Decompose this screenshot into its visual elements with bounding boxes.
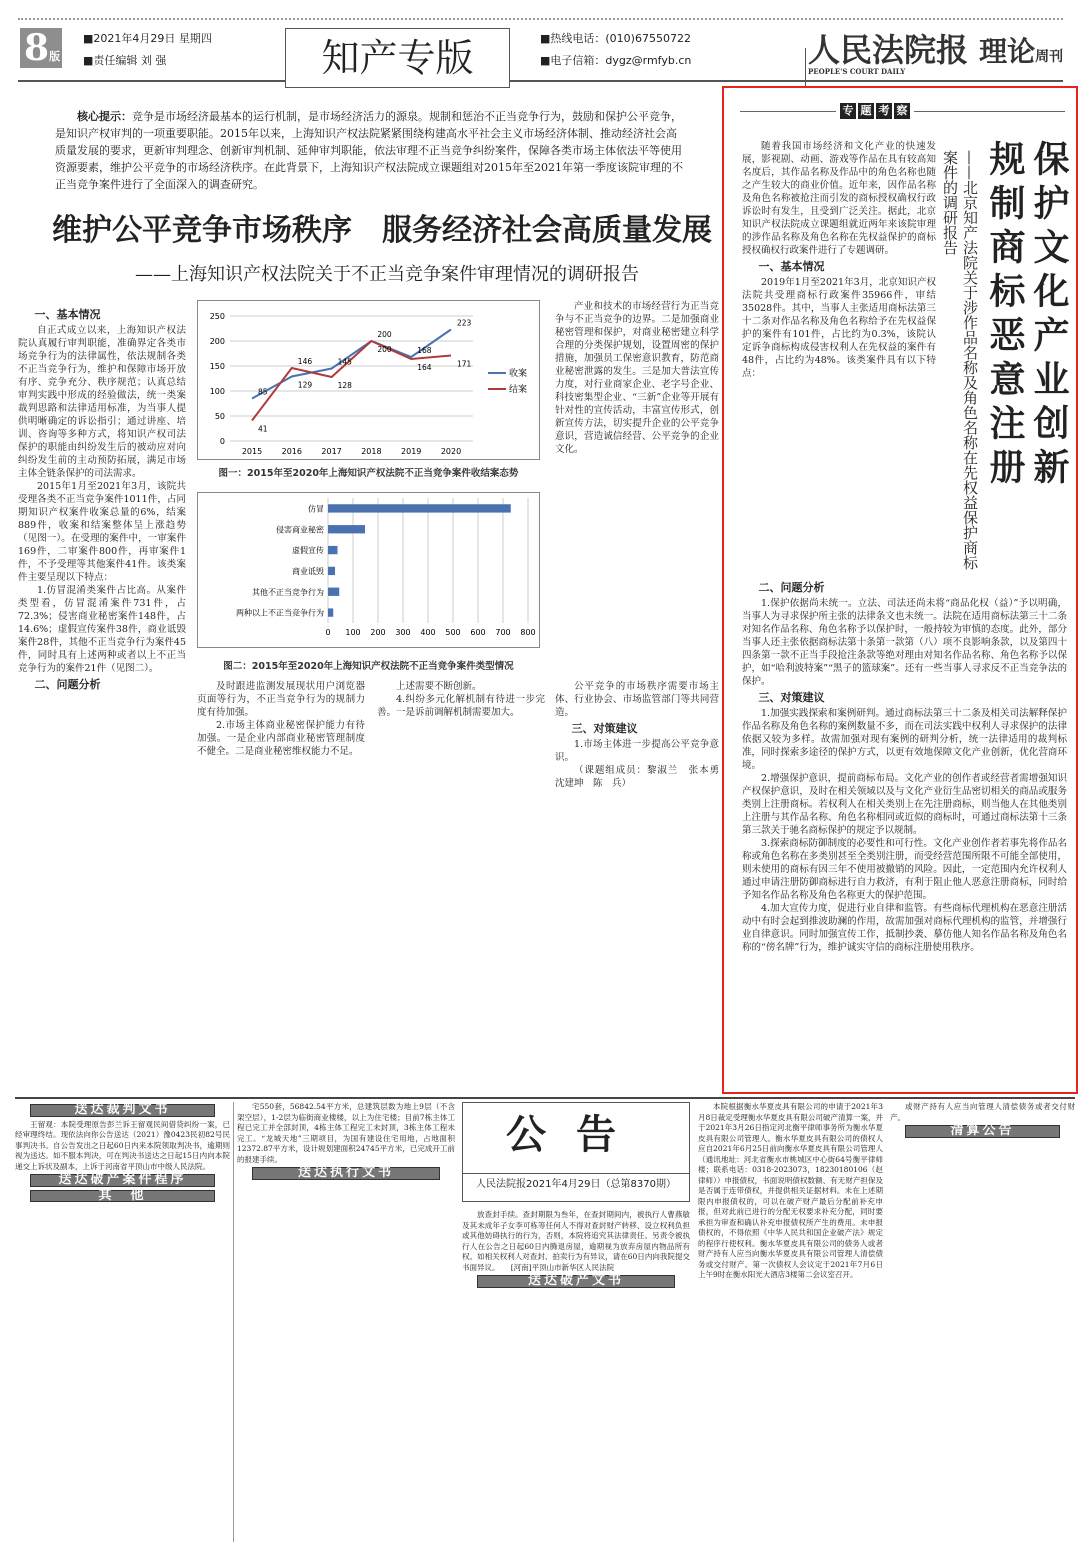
page-number-badge <box>20 28 62 68</box>
paragraph: 自正式成立以来，上海知识产权法院认真履行审判职能，准确界定各类市场竞争行为的法律属性，依法规制各类不正当竞争行为，维护和保障市场开放有序、竞争充分、秩序规范；认真总结审判实践中形成的经验做法，统一类案裁判思路和法律适用标准，为当事人提供明晰确定的诉讼指引；通过讲座、培训、咨询等多种方式，将知识产权司法保护的职能由纠纷发生后的被动应对向纠纷发生前的主动预防拓展，满足市场主体全链条保护的司法需求。 <box>18 325 186 479</box>
data-label: 145 <box>337 357 352 367</box>
paragraph: 王留观：本院受理原告彭兰诉王留观民间借贷纠纷一案，已经审理终结。现依法向你公告送达（2021）豫0423民初82号民事判决书。自公告发出之日起60日内来本院领取判决书，逾期则视为送达。如不服本判决，可在判决书送达之日起15日内向本院递交上诉状及副本，上诉于河南省平顶山市中级人民法院。 <box>15 1119 230 1171</box>
x-tick-label: 2017 <box>321 447 342 456</box>
paragraph: 或财产持有人应当向管理人清偿债务或者交付财产。 <box>890 1102 1075 1122</box>
data-label: 41 <box>258 424 268 434</box>
x-tick-label: 2018 <box>361 447 382 456</box>
y-tick-label: 150 <box>209 362 225 371</box>
paragraph: 放查封手续。查封期限为叁年，在查封期间内，被执行人曹燕敏及其未成年子女李可栋等任何人不得对查封财产转移、设立权利负担或其他妨碍执行的行为，否则，本院将追究其法律责任。另责令被执行人在公告之日起60日内腾退房屋，逾期视为放弃房屋内物品所有权。如相关权利人对查封、拍卖行为有异议，请在60日内向我院提交书面异议。 [河南]平顶山市新华区人民法院 <box>462 1210 690 1272</box>
notice-title: 公告 <box>506 1111 646 1158</box>
article-column-5 <box>377 680 545 1090</box>
issue-info <box>83 28 212 72</box>
logo-en: PEOPLE'S COURT DAILY <box>808 67 906 76</box>
paragraph: 产业和技术的市场经营行为正当竞争与不正当竞争的边界。二是加强商业秘密管理和保护，对商业秘密建立科学合理的分类保护规划，设置周密的保护措施，加强员工保密意识教育，防范商业秘密泄露的发生。三是加大普法宣传力度，对行业商家企业、老字号企业、科技密集型企业、“三新”企业等开展有针对性的宣传活动，丰富宣传形式，创新宣传方法，切实提升企业的公平竞争意识，营造诚信经营、公平竞争的企业文化。 <box>555 301 719 455</box>
paragraph: 1.仿冒混淆类案件占比高。从案件类型看，仿冒混淆案件731件，占72.3%；侵害商业秘密案件148件，占14.6%；虚假宣传案件38件，商业诋毁案件28件，其他不正当竞争行为案件45件，同时具有上述两种或者以上不正当竞争行为的案件21件（见图二）。 <box>18 585 186 674</box>
contact-info <box>540 28 691 72</box>
header-separator <box>805 48 806 86</box>
x-tick-label: 2016 <box>281 447 302 456</box>
figure-1-caption: 图一：2015年至2020年上海知识产权法院不正当竞争案件收结案态势 <box>218 468 519 479</box>
data-label: 200 <box>377 345 392 354</box>
bar-仿冒 <box>328 504 511 512</box>
bar-虚假宣传 <box>328 546 338 554</box>
logo-sub: 理论 <box>979 35 1036 68</box>
figure-2-bar-chart <box>197 492 540 648</box>
x-tick-label: 600 <box>470 628 486 637</box>
subheadline: ——上海知识产权法院关于不正当竞争案件审理情况的调研报告 <box>135 264 639 285</box>
tag-char: 专 <box>840 103 856 119</box>
paragraph: 1.市场主体进一步提高公平竞争意识。 <box>555 739 719 763</box>
x-tick-label: 2015 <box>241 447 263 456</box>
y-tick-label: 100 <box>209 387 225 396</box>
paragraph: 随着我国市场经济和文化产业的快速发展，影视剧、动画、游戏等作品在具有较高知名度后，其作品名称及作品中的角色名称也随之产生较大的商业价值。近年来，因作品名称及角色名称被抢注而引发的商标授权确权行政诉讼时有发生，且受到广泛关注。据此，北京知识产权法院成立课题组就近两年来该院审理的涉作品名称及角色名称在先权益保护的商标授权确权行政案件进行了专题调研。 <box>742 141 936 256</box>
notice-section-heading: 送达裁判文书 <box>30 1104 215 1117</box>
article-column-6 <box>555 680 729 1090</box>
paragraph: 4.加大宣传力度，促进行业自律和监管。有些商标代理机构在恶意注册活动中有时会起到推波助澜的作用，故需加强对商标代理机构的监管，并增强行业自律意识。同时加强宣传工作，抵制抄袭、摹仿他人知名作品名称及角色名称的“傍名牌”行为，维护诚实守信的商标注册使用秩序。 <box>742 903 1067 953</box>
notice-section-heading: 送达破产文书 <box>477 1275 675 1288</box>
x-tick-label: 0 <box>325 628 331 637</box>
article-column-3 <box>555 300 719 655</box>
paragraph: 1.加强实践探索和案例研判。通过商标法第三十二条及相关司法解释保护作品名称及角色名称的案例数量不多，而在司法实践中权利人寻求保护的法律依据又较为多样。故需加强对现有案例的研判分析，统一法律适用的裁判标准，同时探索多途径的保护方式，以更有效地保障文化产业创新，优化营商环境。 <box>742 708 1067 771</box>
section-title: 知产专版 <box>285 28 510 88</box>
notice-column-4 <box>698 1102 883 1547</box>
legend-label: 结案 <box>509 385 528 395</box>
legend-label: 收案 <box>509 369 528 379</box>
x-tick-label: 500 <box>445 628 461 637</box>
x-tick-label: 2019 <box>401 447 422 456</box>
category-label: 虚假宣传 <box>292 546 324 556</box>
category-label: 侵害商业秘密 <box>276 525 324 535</box>
bar-侵害商业秘密 <box>328 525 365 533</box>
bar-其他不正当竞争行为 <box>328 588 339 596</box>
data-label: 164 <box>417 363 432 372</box>
data-label: 200 <box>377 330 392 339</box>
paragraph: （课题组成员：黎淑兰 张本勇 沈建坤 陈 兵） <box>555 765 729 789</box>
data-label: 171 <box>457 359 472 369</box>
paragraph: 上述需要不断创新。 <box>396 681 482 692</box>
newspaper-logo <box>808 25 1063 76</box>
feature-title: 保护文化产业创新 规制商标恶意注册 <box>984 140 1069 536</box>
data-label: 85 <box>258 387 268 397</box>
tag-char: 察 <box>894 103 910 119</box>
paragraph: 2019年1月至2021年3月，北京知识产权法院共受理商标行政案件35966件，审结35028件。其中，当事人主张适用商标法第三十二条对作品名称及角色名称给予在先权益保护的案件有101件，占比约为0.3%，该院认定诉争商标构成侵害权利人在先权益的案件有48件，占比约为48%。该类案件具有以下特点： <box>742 277 936 379</box>
paragraph: 3.探索商标防御制度的必要性和可行性。文化产业创作者若事先将作品名称或角色名称在多类别甚至全类别注册，而受经营范围所限不可能全部使用，则未使用的商标有因三年不使用被撤销的风险。因此，一定范围内允许权利人通过申请注册防御商标进行自力救济，有利于阻止他人恶意注册商标，同时给予知名作品名称及角色名称更大的保护范围。 <box>742 838 1067 901</box>
x-tick-label: 700 <box>495 628 511 637</box>
issue-date: ■2021年4月29日 星期四 <box>83 32 212 45</box>
paragraph: 4.纠纷多元化解机制有待进一步完善。一是诉前调解机制需要加大。 <box>377 694 545 718</box>
paragraph: 2015年1月至2021年3月，该院共受理各类不正当竞争案件1011件，占同期知识产权案件收案总量的6%，结案889件，收案和结案整体呈上涨趋势（见图一）。在受理的案件中，一审案件169件，二审案件800件，再审案件1件，不予受理等其他案件41件。该类案件主要呈现以下特点： <box>18 481 186 583</box>
data-label: 128 <box>337 381 352 390</box>
notice-column-3 <box>462 1210 690 1545</box>
section-heading: 二、问题分析 <box>758 581 825 594</box>
bar-商业诋毁 <box>328 567 335 575</box>
intro-text: 竞争是市场经济最基本的运行机制，是市场经济活力的源泉。规制和惩治不正当竞争行为，鼓励和保护公平竞争，是知识产权审判的一项重要职能。2015年以来，上海知识产权法院紧紧围绕构建高水平社会主义市场经济体制、推动经济社会高质量发展的要求，更新审判理念、创新审判机制、延伸审判职能，依法审理不正当竞争纠纷案件，保障各类市场主体依法平等使用资源要素，维护公平竞争的市场经济秩序。在此背景下，上海知识产权法院成立课题组对2015年至2021年第一季度该院审理的不正当竞争案件进行了全面深入的调查研究。 <box>55 110 683 191</box>
x-tick-label: 800 <box>520 628 536 637</box>
header-rule <box>18 80 1063 82</box>
paragraph: 宅550套，56842.54平方米，总建筑层数为地上9层（不含架空层），1-2层为临街商业楼楼，以上为住宅楼；目前7栋主体工程已完工并全部封顶，4栋主体工程完工未封顶，3栋主体工程未完工。“龙城天地”三期项目，为国有建设住宅用地，占地面积12372.87平方米，设计规划建面积24745平方米，已完成开工前的报建手续。 <box>237 1102 455 1164</box>
figure-1-line-chart <box>197 300 540 460</box>
article-column-4 <box>197 680 365 1090</box>
feature-tag <box>836 103 914 119</box>
logo-weekly: 周刊 <box>1035 49 1064 65</box>
bottom-rule <box>15 1097 1075 1099</box>
paragraph: 本院根据衡水华夏皮具有限公司的申请于2021年3月8日裁定受理衡水华夏皮具有限公司破产清算一案，并于2021年3月26日指定河北衡平律师事务所为衡水华夏皮具有限公司管理人。衡水华夏皮具有限公司的债权人应自2021年6月25日前向衡水华夏皮具有限公司管理人（通讯地址：河北省衡水市桃城区中心街64号衡平律师楼；联系电话：0318-2023073，18230180106（赵律师））申报债权，书面说明债权数额、有无财产担保及是否属于连带债权，并提供相关证据材料。未在上述期限内申报债权的，可以在破产财产最后分配前补充申报，但对此前已进行的分配无权要求补充分配，同时要承担为审查和确认补充申报债权所产生的费用。未申报债权的，不得依照《中华人民共和国企业破产法》规定的程序行使权利。衡水华夏皮具有限公司的债务人或者财产持有人应当向衡水华夏皮具有限公司管理人清偿债务或交付财产。第一次债权人会议定于2021年7月6日上午9时在衡水阳光大酒店3楼第二会议室召开。 <box>698 1102 883 1279</box>
notice-section-heading: 送达破产案件程序 <box>30 1174 215 1187</box>
x-tick-label: 300 <box>395 628 411 637</box>
notice-column-1 <box>15 1102 230 1547</box>
y-tick-label: 50 <box>214 412 225 421</box>
notice-section-heading: 其 他 <box>30 1190 215 1203</box>
data-label: 223 <box>457 318 472 328</box>
category-label: 仿冒 <box>308 504 324 514</box>
y-tick-label: 200 <box>209 337 225 346</box>
notice-column-2 <box>237 1102 455 1547</box>
editor: ■责任编辑 刘 强 <box>83 54 167 67</box>
section-heading: 一、基本情况 <box>758 260 825 273</box>
headline: 维护公平竞争市场秩序 服务经济社会高质量发展 <box>52 213 712 248</box>
category-label: 两种以上不正当竞争行为 <box>236 608 324 618</box>
intro-label: 核心提示： <box>77 110 132 123</box>
notice-column-5 <box>890 1102 1075 1547</box>
logo-text: 人民法院报 <box>808 31 969 69</box>
tag-char: 题 <box>858 103 874 119</box>
paragraph: 及时跟进监测发展现状用户浏览器页面等行为，不正当竞争行为的规制力度有待加强。 <box>197 681 365 718</box>
x-tick-label: 400 <box>420 628 436 637</box>
page-number: 8 <box>24 27 50 69</box>
paragraph: 2.增强保护意识，提前商标布局。文化产业的创作者或经营者需增强知识产权保护意识，及时在相关领域以及与文化产业衍生品密切相关的商品或服务类别上注册商标。若权利人在相关类别上在先注册商标，则当他人在其他类别上注册与其作品名称、角色名称相同或近似的商标时，可通过商标法第十三条第三款关于驰名商标保护的规定予以规制。 <box>742 773 1067 836</box>
section-heading: 一、基本情况 <box>34 308 101 321</box>
paragraph: 1.保护依据尚未统一。立法、司法还尚未将“商品化权（益）”予以明确，当事人为寻求保护所主张的法律条文也未统一。法院在适用商标法第三十二条对知名作品名称、角色名称予以保护时，一般持较为审慎的态度。此外，部分当事人还主张依据商标法第十条第一款第（八）项不良影响条款，以及第四十四条第一款不正当手段抢注条款等绝对理由对知名作品名称、角色名称予以保护，如“哈利波特案”“黑子的篮球案”。还有一些当事人寻求反不正当竞争法的保护。 <box>742 598 1067 687</box>
x-tick-label: 200 <box>370 628 386 637</box>
category-label: 其他不正当竞争行为 <box>252 587 324 597</box>
paragraph: 2.市场主体商业秘密保护能力有待加强。一是企业内部商业秘密管理制度不健全。二是商业秘密维权能力不足。 <box>197 720 365 757</box>
divider <box>233 1102 234 1542</box>
x-tick-label: 100 <box>345 628 361 637</box>
email: ■电子信箱：dygz@rmfyb.cn <box>540 54 692 67</box>
data-label: 146 <box>297 357 313 366</box>
notice-section-heading: 清算公告 <box>905 1125 1060 1138</box>
y-tick-label: 0 <box>219 437 225 446</box>
data-label: 168 <box>417 346 432 355</box>
category-label: 商业诋毁 <box>292 566 324 576</box>
tag-char: 考 <box>876 103 892 119</box>
data-label: 129 <box>297 380 313 390</box>
article-column-1 <box>18 305 186 1090</box>
section-heading: 三、对策建议 <box>758 691 825 704</box>
bar-两种以上不正当竞争行为 <box>328 608 333 616</box>
feature-body <box>742 578 1067 1087</box>
figure-2-caption: 图二：2015年至2020年上海知识产权法院不正当竞争案件类型情况 <box>223 661 514 672</box>
y-tick-label: 250 <box>209 312 225 321</box>
feature-intro-column <box>742 140 936 570</box>
paragraph: 公平竞争的市场秩序需要市场主体、行业协会、市场监管部门等共同营造。 <box>555 681 719 718</box>
notice-section-heading: 送达执行文书 <box>252 1167 440 1180</box>
x-tick-label: 2020 <box>440 447 462 456</box>
notice-issue: 人民法院报2021年4月29日（总第8370期） <box>463 1173 689 1196</box>
intro-summary <box>55 108 687 193</box>
section-heading: 二、问题分析 <box>34 678 101 691</box>
hotline: ■热线电话：(010)67550722 <box>540 32 691 45</box>
page-suffix: 版 <box>49 50 61 63</box>
top-dotted-rule <box>18 18 1063 20</box>
feature-subtitle: ——北京知产法院关于涉作品名称及角色名称在先权益保护商标案件的调研报告 <box>941 150 979 570</box>
notice-header-box <box>462 1102 690 1202</box>
section-heading: 三、对策建议 <box>571 722 638 735</box>
